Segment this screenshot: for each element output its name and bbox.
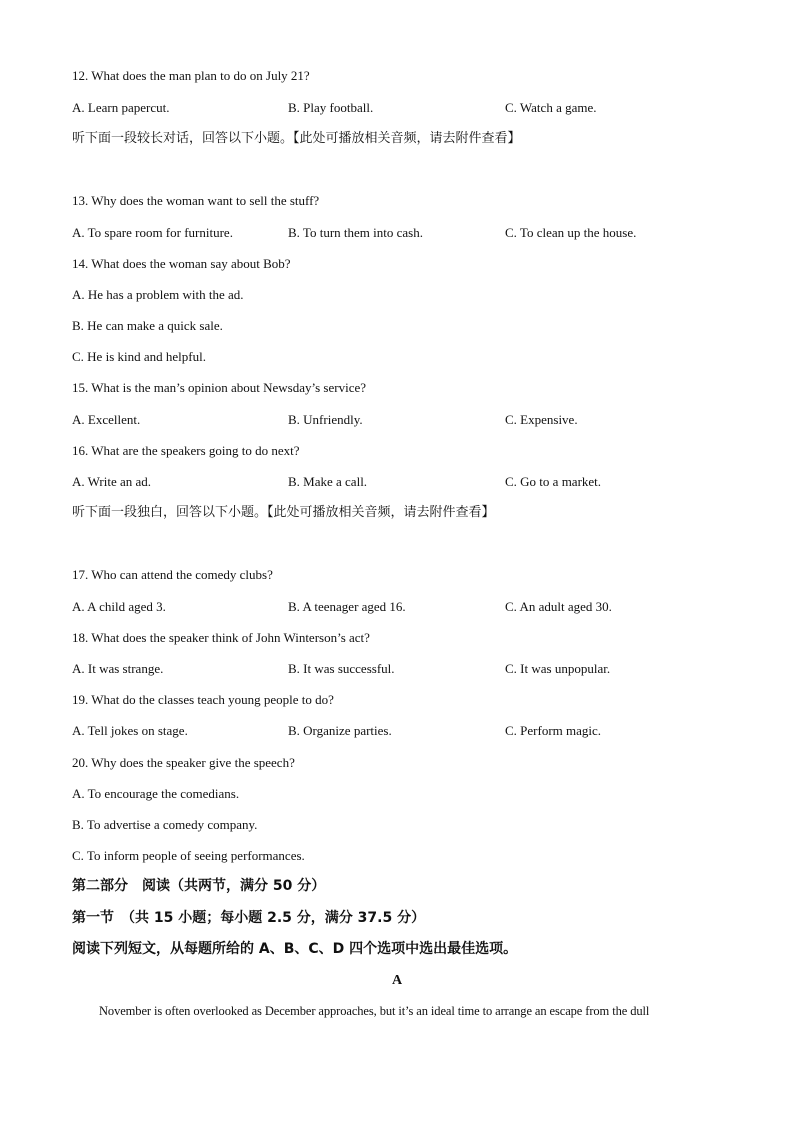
question-20: 20. Why does the speaker give the speech? xyxy=(72,755,295,770)
option-13c: C. To clean up the house. xyxy=(505,225,637,240)
option-16a: A. Write an ad. xyxy=(72,474,152,489)
question-16: 16. What are the speakers going to do next? xyxy=(72,443,300,458)
question-14: 14. What does the woman say about Bob? xyxy=(72,256,291,271)
option-18a: A. It was strange. xyxy=(72,661,164,676)
question-18: 18. What does the speaker think of John Winterson’s act? xyxy=(72,630,370,645)
option-20b: B. To advertise a comedy company. xyxy=(72,817,258,832)
reading-instruction: 阅读下列短文，从每题所给的 A、B、C、D 四个选项中选出最佳选项。 xyxy=(72,941,518,957)
listening-instruction-1: 听下面一段较长对话，回答以下小题。【此处可播放相关音频，请去附件查看】 xyxy=(72,131,521,146)
question-17: 17. Who can attend the comedy clubs? xyxy=(72,567,273,582)
question-19: 19. What do the classes teach young people to do? xyxy=(72,692,334,707)
option-15a: A. Excellent. xyxy=(72,412,141,427)
option-17a: A. A child aged 3. xyxy=(72,599,166,614)
option-18b: B. It was successful. xyxy=(288,661,395,676)
option-12b: B. Play football. xyxy=(288,100,374,115)
option-14a: A. He has a problem with the ad. xyxy=(72,287,244,302)
option-13a: A. To spare room for furniture. xyxy=(72,225,233,240)
option-17c: C. An adult aged 30. xyxy=(505,599,612,614)
question-13: 13. Why does the woman want to sell the stuff? xyxy=(72,193,320,208)
question-12: 12. What does the man plan to do on July 21? xyxy=(72,68,310,83)
listening-instruction-2: 听下面一段独白，回答以下小题。【此处可播放相关音频，请去附件查看】 xyxy=(72,505,495,520)
option-19c: C. Perform magic. xyxy=(505,723,602,738)
option-16b: B. Make a call. xyxy=(288,474,368,489)
section1-heading: 第一节 （共 15 小题；每小题 2.5 分，满分 37.5 分） xyxy=(72,910,426,926)
question-15: 15. What is the man’s opinion about Newsday’s service? xyxy=(72,380,367,395)
option-18c: C. It was unpopular. xyxy=(505,661,611,676)
passage-label: A xyxy=(391,973,403,988)
option-15c: C. Expensive. xyxy=(505,412,578,427)
option-12a: A. Learn papercut. xyxy=(72,100,170,115)
option-20c: C. To inform people of seeing performances. xyxy=(72,848,305,863)
option-14c: C. He is kind and helpful. xyxy=(72,349,206,364)
option-13b: B. To turn them into cash. xyxy=(288,225,423,240)
option-19a: A. Tell jokes on stage. xyxy=(72,723,188,738)
option-20a: A. To encourage the comedians. xyxy=(72,786,240,801)
option-14b: B. He can make a quick sale. xyxy=(72,318,223,333)
option-16c: C. Go to a market. xyxy=(505,474,602,489)
option-19b: B. Organize parties. xyxy=(288,723,392,738)
option-12c: C. Watch a game. xyxy=(505,100,597,115)
option-17b: B. A teenager aged 16. xyxy=(288,599,406,614)
part2-heading: 第二部分 阅读（共两节，满分 50 分） xyxy=(72,878,326,894)
option-15b: B. Unfriendly. xyxy=(288,412,363,427)
passage-first-line: November is often overlooked as December approaches, but it’s an ideal time to arrange an escape from the dull xyxy=(99,1004,650,1018)
